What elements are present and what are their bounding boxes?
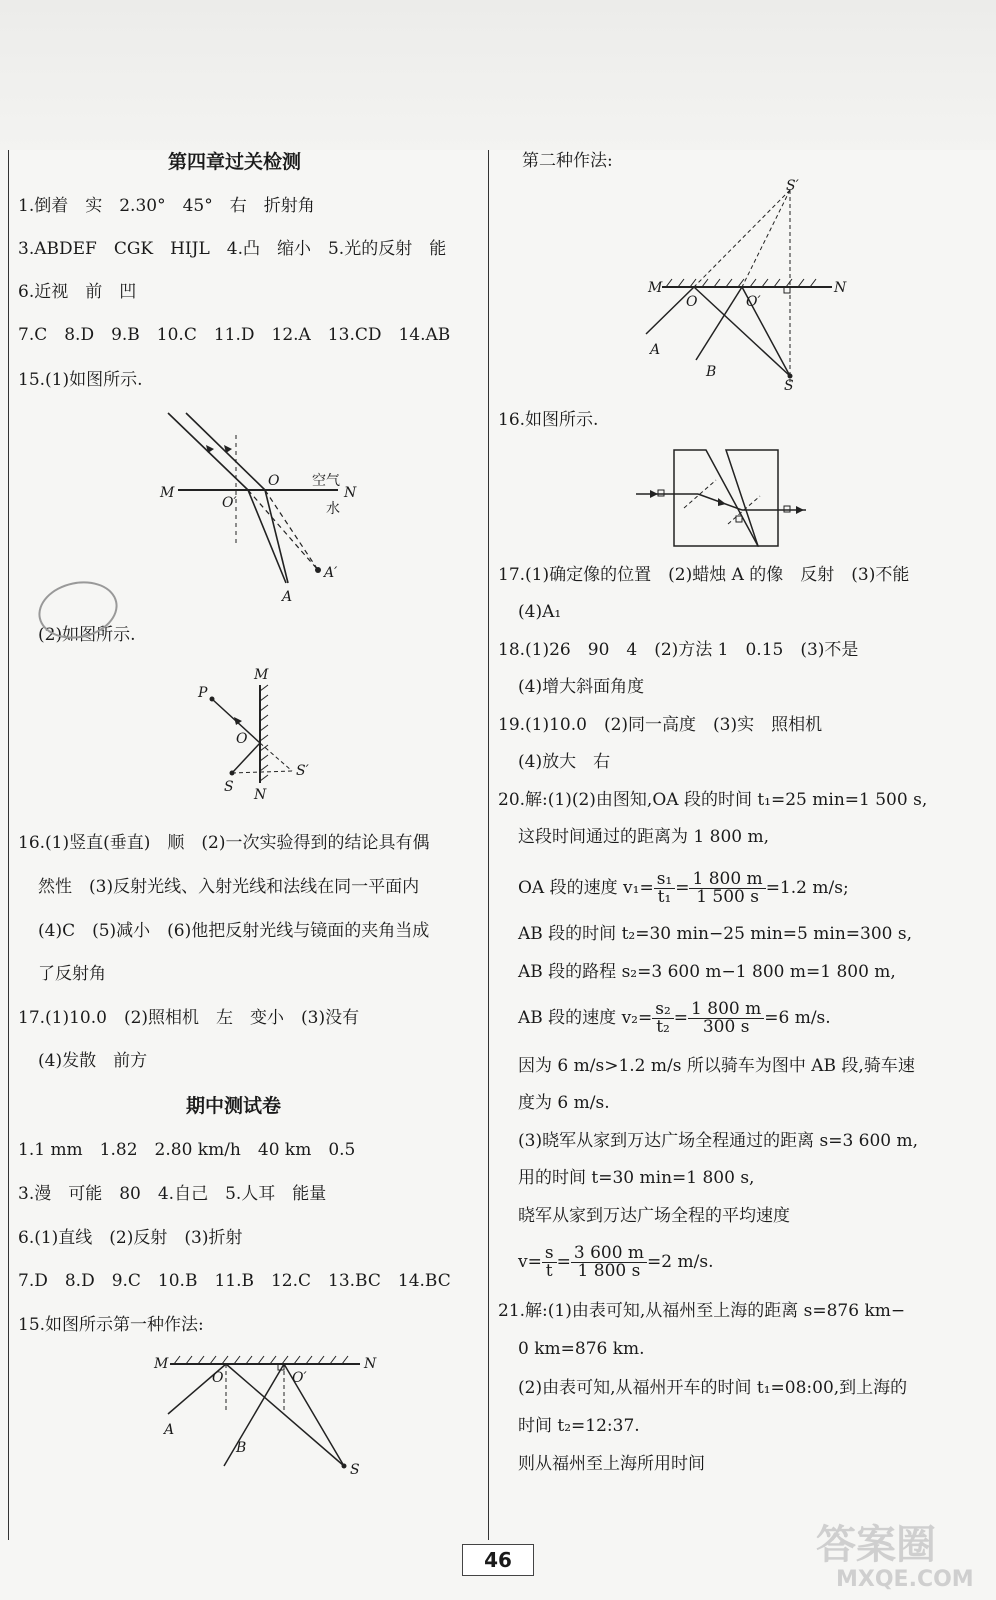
fraction: $\frac{3 600 m}{1 800 s}$ (571, 1245, 647, 1280)
answer-line: 用的时间 t=30 min=1 800 s, (518, 1168, 755, 1188)
answer-line: 第二种作法: (522, 151, 613, 171)
virtual-ray-2 (742, 190, 790, 287)
mirror-reflection-method-2 (636, 178, 856, 394)
answer-line: AB 段的路程 s₂=3 600 m−1 800 m=1 800 m, (518, 962, 896, 982)
label-a: A (650, 342, 661, 358)
label-b: B (236, 1440, 247, 1456)
label-n: N (834, 280, 847, 296)
label-s-prime: S′ (786, 178, 799, 194)
answer-line: 这段时间通过的距离为 1 800 m, (518, 827, 769, 847)
right-angle-mark (784, 506, 790, 512)
answer-line: 然性 (3)反射光线、入射光线和法线在同一平面内 (38, 877, 420, 897)
watermark-logo (806, 1512, 986, 1592)
page-number: 46 (462, 1544, 534, 1576)
answer-line: (4)放大 右 (518, 752, 611, 772)
answer-line: 15.如图所示第一种作法: (18, 1315, 204, 1335)
reflected-ray (232, 743, 260, 773)
arrow-icon (796, 506, 804, 514)
label-o-prime: O′ (222, 495, 237, 511)
answer-line: 时间 t₂=12:37. (518, 1416, 640, 1436)
mirror-hatching (260, 685, 268, 781)
answer-line: 17.(1)确定像的位置 (2)蜡烛 A 的像 反射 (3)不能 (498, 565, 910, 585)
refracted-ray-1 (248, 490, 286, 583)
label-o: O (212, 1370, 224, 1386)
answer-line: 18.(1)26 90 4 (2)方法 1 0.15 (3)不是 (498, 640, 859, 660)
label-air: 空气 (312, 473, 340, 489)
answer-line: (4)A₁ (518, 602, 562, 622)
label-m: M (254, 667, 269, 683)
fraction: $\frac{1 800 m}{1 500 s}$ (689, 871, 765, 906)
answer-line: 19.(1)10.0 (2)同一高度 (3)实 照相机 (498, 715, 823, 735)
glass-prism-diagram (636, 446, 836, 550)
mirror-diagram (188, 665, 338, 805)
answer-line: 6.(1)直线 (2)反射 (3)折射 (18, 1228, 243, 1248)
answer-line: 3.漫 可能 80 4.自己 5.人耳 能量 (18, 1184, 327, 1204)
glass-block-right (726, 450, 778, 546)
reflected-ray-2 (696, 287, 742, 360)
answer-line: 21.解:(1)由表可知,从福州至上海的距离 s=876 km− (498, 1301, 906, 1321)
label-a: A (164, 1422, 175, 1438)
label-o-prime: O′ (292, 1370, 307, 1386)
answer-line: 度为 6 m/s. (518, 1093, 610, 1113)
label-o-prime: O′ (746, 294, 761, 310)
answer-line: 20.解:(1)(2)由图知,OA 段的时间 t₁=25 min=1 500 s, (498, 790, 928, 810)
answer-line: (4)增大斜面角度 (518, 677, 645, 697)
incident-ray-1 (694, 287, 790, 376)
answer-line: (2)由表可知,从福州开车的时间 t₁=08:00,到上海的 (518, 1378, 908, 1398)
label-n: N (344, 485, 357, 501)
answer-line: 0 km=876 km. (518, 1339, 645, 1359)
answer-line: 因为 6 m/s>1.2 m/s 所以骑车为图中 AB 段,骑车速 (518, 1056, 915, 1076)
answer-line: 1.倒着 实 2.30° 45° 右 折射角 (18, 196, 315, 216)
arrow-icon (650, 490, 658, 498)
label-m: M (160, 485, 175, 501)
answer-line: 了反射角 (38, 964, 106, 984)
svg-text:MXQE.COM: MXQE.COM (836, 1567, 974, 1592)
right-angle-mark (658, 490, 664, 496)
label-n: N (364, 1356, 377, 1372)
scan-top-margin (0, 0, 996, 150)
answer-line: 15.(1)如图所示. (18, 370, 143, 390)
formula-line: v= $\frac{s}{t}$ = $\frac{3 600 m}{1 800 s}$ =2 m/s. (518, 1243, 714, 1281)
label-o: O (686, 294, 698, 310)
label-m: M (154, 1356, 169, 1372)
incident-ray-2 (186, 413, 265, 490)
answer-line: 3.ABDEF CGK HIJL 4.凸 缩小 5.光的反射 能 (18, 239, 447, 259)
fraction: $\frac{\text{s₁}}{\text{t₁}}$ (654, 871, 676, 906)
label-a-prime: A′ (324, 565, 338, 581)
answer-line: (2)如图所示. (38, 625, 136, 645)
virtual-ray-1 (694, 190, 790, 287)
label-o: O (268, 473, 280, 489)
reflected-ray-2 (224, 1364, 284, 1466)
answer-line: 17.(1)10.0 (2)照相机 左 变小 (3)没有 (18, 1008, 360, 1028)
left-border-line (8, 150, 9, 1540)
label-m: M (648, 280, 663, 296)
extension-line-2 (265, 490, 318, 570)
label-p: P (198, 685, 208, 701)
refraction-diagram (160, 405, 368, 605)
mirror-hatching (174, 1356, 348, 1364)
fraction: $\frac{1 800 m}{300 s}$ (688, 1001, 764, 1036)
label-s-prime: S′ (296, 763, 309, 779)
label-o: O (236, 731, 248, 747)
label-a: A (282, 589, 293, 605)
label-n: N (254, 787, 267, 803)
answer-line: 7.D 8.D 9.C 10.B 11.B 12.C 13.BC 14.BC (18, 1271, 451, 1291)
label-water: 水 (326, 501, 340, 517)
mirror-hatching (666, 279, 816, 287)
answer-line: (3)晓军从家到万达广场全程通过的距离 s=3 600 m, (518, 1131, 919, 1151)
chapter4-title: 第四章过关检测 (168, 151, 302, 173)
point-s (230, 771, 235, 776)
answer-line: 16.如图所示. (498, 410, 599, 430)
refracted-ray-2 (265, 490, 288, 583)
label-s: S (784, 378, 794, 394)
fraction: $\frac{s}{t}$ (542, 1245, 557, 1280)
glass-block-left (674, 450, 758, 546)
mirror-reflection-method-1 (148, 1350, 388, 1480)
point-p (210, 697, 215, 702)
answer-line: 则从福州至上海所用时间 (518, 1454, 705, 1474)
image-point (315, 567, 321, 573)
midterm-title: 期中测试卷 (186, 1095, 282, 1117)
answer-line: AB 段的时间 t₂=30 min−25 min=5 min=300 s, (518, 924, 912, 944)
answer-line: 6.近视 前 凹 (18, 282, 137, 302)
formula-line: AB 段的速度 v₂= $\frac{\text{s₂}}{\text{t₂}}$ = $\frac{1 800 m}{300 s}$ =6 m/s. (518, 999, 831, 1037)
point-s (342, 1464, 347, 1469)
label-b: B (706, 364, 717, 380)
symmetry-line (232, 771, 292, 773)
formula-line: OA 段的速度 v₁= $\frac{\text{s₁}}{\text{t₁}}$ = $\frac{1 800 m}{1 500 s}$ =1.2 m/s; (518, 869, 849, 907)
arrow-icon (718, 498, 726, 506)
answer-line: 晓军从家到万达广场全程的平均速度 (518, 1206, 790, 1226)
fraction: $\frac{\text{s₂}}{\text{t₂}}$ (652, 1001, 674, 1036)
svg-text:答案圈: 答案圈 (816, 1522, 936, 1568)
answer-line: 7.C 8.D 9.B 10.C 11.D 12.A 13.CD 14.AB (18, 325, 451, 345)
label-s: S (224, 779, 234, 795)
right-angle-mark (736, 516, 742, 522)
answer-line: 16.(1)竖直(垂直) 顺 (2)一次实验得到的结论具有偶 (18, 833, 430, 853)
extension-line-1 (248, 490, 318, 570)
column-divider (488, 150, 489, 1540)
answer-line: (4)C (5)减小 (6)他把反射光线与镜面的夹角当成 (38, 921, 430, 941)
label-s: S (350, 1462, 360, 1478)
answer-line: 1.1 mm 1.82 2.80 km/h 40 km 0.5 (18, 1140, 356, 1160)
answer-line: (4)发散 前方 (38, 1051, 148, 1071)
